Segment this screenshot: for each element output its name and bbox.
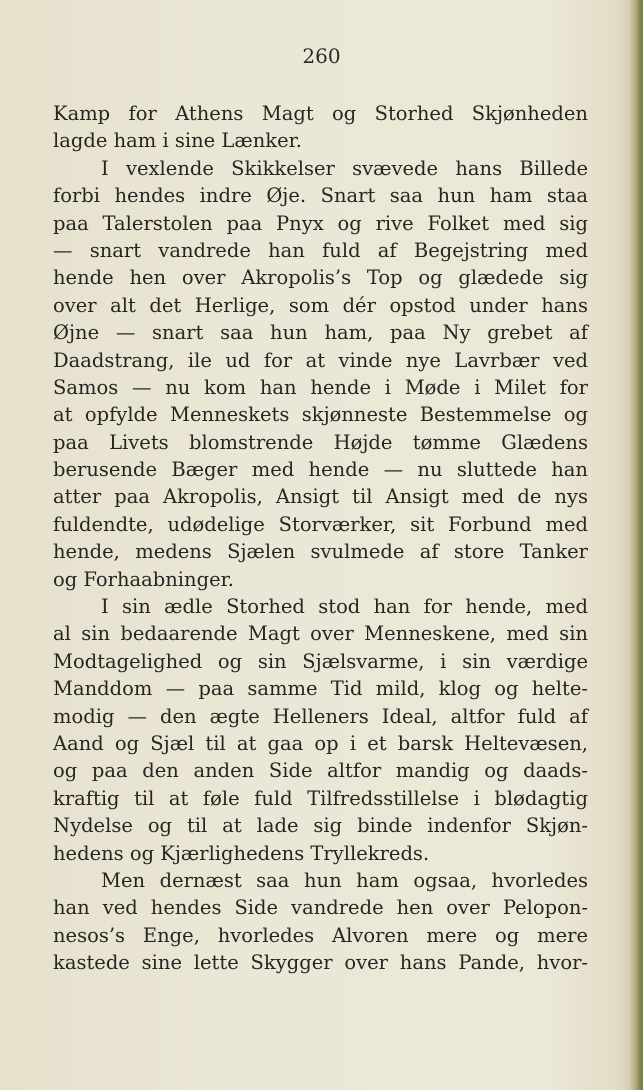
text-line: at opfylde Menneskets skjønneste Bestemmelse og	[53, 403, 588, 427]
text-line: Øjne — snart saa hun ham, paa Ny grebet af	[53, 321, 588, 345]
text-line: nesos’s Enge, hvorledes Alvoren mere og mere	[53, 923, 588, 947]
text-line: hende hen over Akropolis’s Top og glædede sig	[53, 266, 588, 290]
text-line: Kamp for Athens Magt og Storhed Skjønheden	[53, 102, 588, 125]
text-line: I vexlende Skikkelser svævede hans Billede	[101, 156, 588, 180]
text-line: I sin ædle Storhed stod han for hende, med	[101, 595, 588, 619]
text-line: modig — den ægte Helleners Ideal, altfor fuld af	[53, 704, 588, 728]
text-line: kraftig til at føle fuld Tilfredsstillelse i blødagtig	[53, 786, 588, 810]
text-line: Manddom — paa samme Tid mild, klog og helte-	[53, 677, 588, 701]
text-line: paa Talerstolen paa Pnyx og rive Folket med sig	[53, 211, 588, 235]
text-line: Daadstrang, ile ud for at vinde nye Lavrbær ved	[53, 348, 588, 372]
text-line: forbi hendes indre Øje. Snart saa hun ham staa	[53, 184, 588, 208]
body-text	[53, 100, 588, 977]
page-edge-shadow	[629, 0, 643, 1090]
page-number: 260	[302, 44, 341, 68]
text-line: Nydelse og til at lade sig binde indenfor Skjøn-	[53, 814, 588, 838]
text-line: Aand og Sjæl til at gaa op i et barsk Heltevæsen,	[53, 731, 588, 755]
text-line: paa Livets blomstrende Højde tømme Glædens	[53, 430, 588, 454]
text-line: al sin bedaarende Magt over Menneskene, med sin	[53, 622, 588, 646]
text-line: lagde ham i sine Lænker.	[53, 129, 302, 153]
text-line: kastede sine lette Skygger over hans Pande, hvor-	[53, 951, 588, 975]
text-line: fuldendte, udødelige Storværker, sit Forbund med	[53, 512, 588, 536]
text-line: og Forhaabninger.	[53, 567, 234, 591]
text-line: — snart vandrede han fuld af Begejstring med	[53, 238, 588, 262]
text-line: hedens og Kjærlighedens Tryllekreds.	[53, 841, 430, 865]
text-line: Men dernæst saa hun ham ogsaa, hvorledes	[101, 868, 588, 892]
text-line: og paa den anden Side altfor mandig og daads-	[53, 759, 588, 783]
text-line: han ved hendes Side vandrede hen over Pelopon-	[53, 896, 588, 920]
text-line: berusende Bæger med hende — nu sluttede han	[53, 458, 588, 482]
text-line: atter paa Akropolis, Ansigt til Ansigt med de nys	[53, 485, 588, 509]
text-line: hende, medens Sjælen svulmede af store Tanker	[53, 540, 588, 564]
text-line: Modtagelighed og sin Sjælsvarme, i sin værdige	[53, 649, 588, 673]
text-line: over alt det Herlige, som dér opstod under hans	[53, 293, 588, 317]
text-line: Samos — nu kom han hende i Møde i Milet for	[53, 375, 588, 399]
